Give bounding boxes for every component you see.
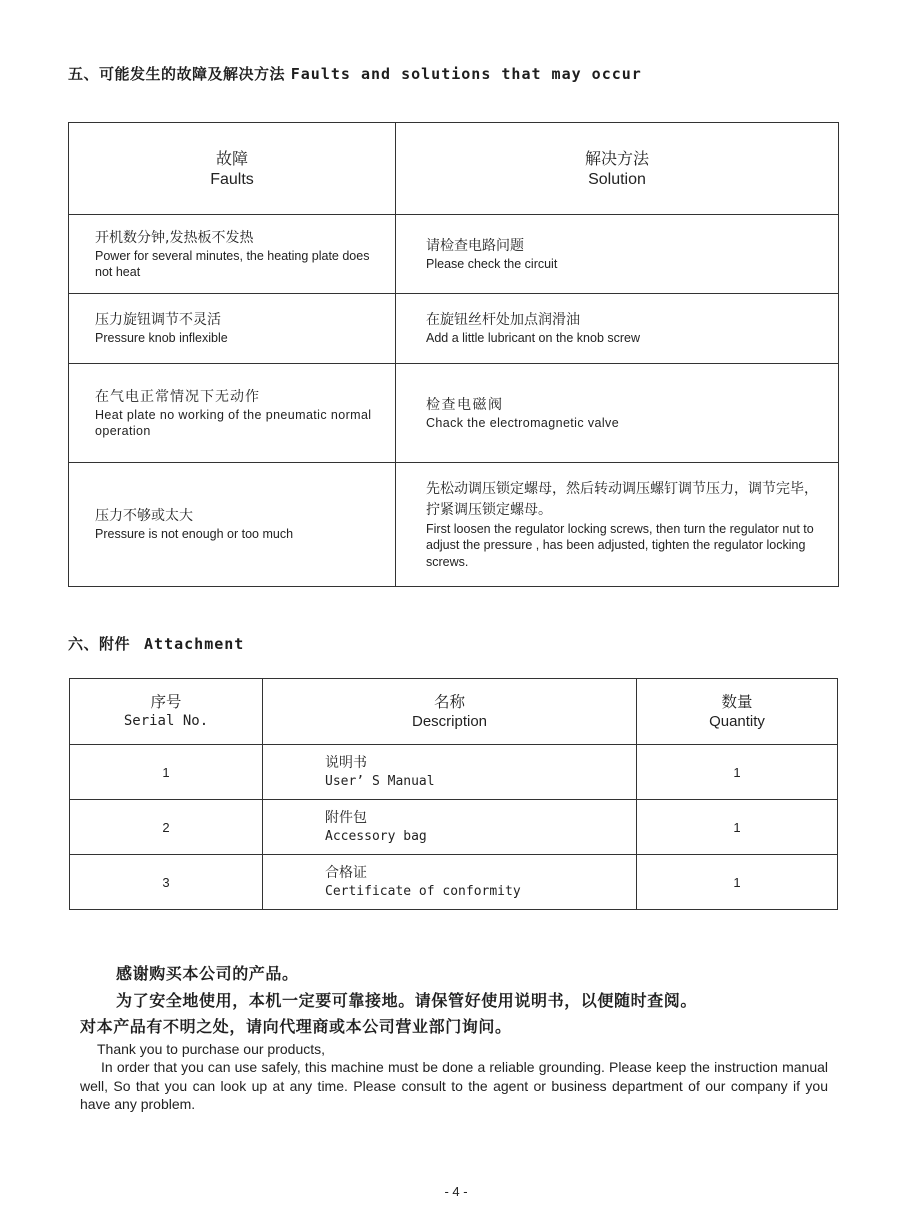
solution-zh: 请检查电路问题 bbox=[426, 237, 524, 254]
section6-title-en: Attachment bbox=[144, 635, 245, 653]
solution-zh: 检查电磁阀 bbox=[426, 396, 504, 413]
quantity-header-zh: 数量 bbox=[721, 693, 753, 711]
solution-en: Chack the electromagnetic valve bbox=[426, 415, 620, 430]
fault-cell bbox=[69, 215, 396, 294]
section6-heading bbox=[68, 633, 244, 654]
fault-cell bbox=[69, 463, 396, 587]
table-header-row bbox=[69, 123, 839, 215]
attachment-table bbox=[69, 678, 838, 910]
solution-en: First loosen the regulator locking screws, then turn the regulator nut to adjust the pressure , has been adjusted, tighten the regulator locking screws. bbox=[426, 521, 814, 569]
quantity-cell: 1 bbox=[637, 745, 838, 800]
description-en: Accessory bag bbox=[325, 828, 427, 844]
table-header-row bbox=[70, 679, 838, 745]
serial-header-zh: 序号 bbox=[150, 693, 182, 711]
solution-en: Please check the circuit bbox=[426, 256, 558, 271]
solution-zh: 在旋钮丝杆处加点润滑油 bbox=[426, 312, 580, 329]
fault-en: Pressure knob inflexible bbox=[95, 331, 228, 346]
fault-en: Heat plate no working of the pneumatic normal operation bbox=[95, 407, 372, 438]
table-row bbox=[69, 463, 839, 587]
serial-cell: 1 bbox=[70, 745, 263, 800]
fault-cell bbox=[69, 364, 396, 463]
fault-zh: 压力旋钮调节不灵活 bbox=[95, 312, 221, 329]
description-cell bbox=[263, 800, 637, 855]
solution-header-en: Solution bbox=[588, 170, 646, 188]
serial-header-en: Serial No. bbox=[123, 713, 209, 729]
section5-heading bbox=[68, 63, 642, 84]
faults-header-zh: 故障 bbox=[215, 148, 248, 168]
section5-title-zh: 五、可能发生的故障及解决方法 bbox=[68, 65, 286, 83]
fault-zh: 在气电正常情况下无动作 bbox=[95, 388, 260, 405]
table-row bbox=[70, 745, 838, 800]
solution-header-zh: 解决方法 bbox=[584, 148, 649, 168]
closing-en-line1: Thank you to purchase our products, bbox=[97, 1041, 326, 1057]
quantity-cell: 1 bbox=[637, 800, 838, 855]
solution-cell bbox=[396, 463, 839, 587]
fault-en: Pressure is not enough or too much bbox=[95, 527, 294, 542]
closing-zh-line2: 为了安全地使用，本机一定要可靠接地。请保管好使用说明书，以便随时查阅。 bbox=[116, 991, 698, 1010]
serial-cell: 3 bbox=[70, 855, 263, 910]
solution-cell bbox=[396, 294, 839, 364]
description-zh: 合格证 bbox=[325, 864, 367, 881]
table-row bbox=[69, 215, 839, 294]
table-row bbox=[70, 800, 838, 855]
quantity-cell: 1 bbox=[637, 855, 838, 910]
description-zh: 说明书 bbox=[325, 754, 367, 771]
serial-header bbox=[70, 679, 263, 745]
section6-title-zh: 六、附件 bbox=[68, 635, 131, 653]
section5-title-en: Faults and solutions that may occur bbox=[290, 65, 642, 83]
solution-cell bbox=[396, 215, 839, 294]
quantity-header-en: Quantity bbox=[709, 713, 765, 730]
closing-en-paragraph: In order that you can use safely, this machine must be done a reliable grounding. Please keep the instruction manual well, So that you can look up at any time. Please consult to the agent or business department of our company if you have any problem. bbox=[80, 1059, 828, 1112]
description-header bbox=[263, 679, 637, 745]
description-en: Certificate of conformity bbox=[325, 883, 521, 899]
table-row bbox=[69, 364, 839, 463]
solution-header bbox=[396, 123, 839, 215]
description-header-en: Description bbox=[411, 713, 488, 730]
table-row bbox=[70, 855, 838, 910]
description-cell bbox=[263, 855, 637, 910]
description-cell bbox=[263, 745, 637, 800]
closing-zh-line1: 感谢购买本公司的产品。 bbox=[116, 964, 299, 983]
fault-en: Power for several minutes, the heating plate does not heat bbox=[95, 248, 370, 279]
fault-zh: 压力不够或太大 bbox=[95, 508, 193, 525]
description-zh: 附件包 bbox=[325, 809, 367, 826]
solution-zh: 先松动调压锁定螺母，然后转动调压螺钉调节压力，调节完毕，拧紧调压锁定螺母。 bbox=[426, 480, 818, 518]
quantity-header bbox=[637, 679, 838, 745]
description-header-zh: 名称 bbox=[433, 693, 465, 711]
solution-en: Add a little lubricant on the knob screw bbox=[426, 331, 641, 346]
serial-cell: 2 bbox=[70, 800, 263, 855]
faults-header bbox=[69, 123, 396, 215]
fault-cell bbox=[69, 294, 396, 364]
solution-cell bbox=[396, 364, 839, 463]
page-number: - 4 - bbox=[444, 1184, 468, 1199]
fault-zh: 开机数分钟,发热板不发热 bbox=[95, 229, 254, 246]
description-en: User’ S Manual bbox=[325, 773, 435, 789]
faults-header-en: Faults bbox=[210, 170, 254, 188]
faults-solutions-table bbox=[68, 122, 839, 587]
closing-zh-line3: 对本产品有不明之处，请向代理商或本公司营业部门询问。 bbox=[80, 1017, 512, 1036]
table-row bbox=[69, 294, 839, 364]
